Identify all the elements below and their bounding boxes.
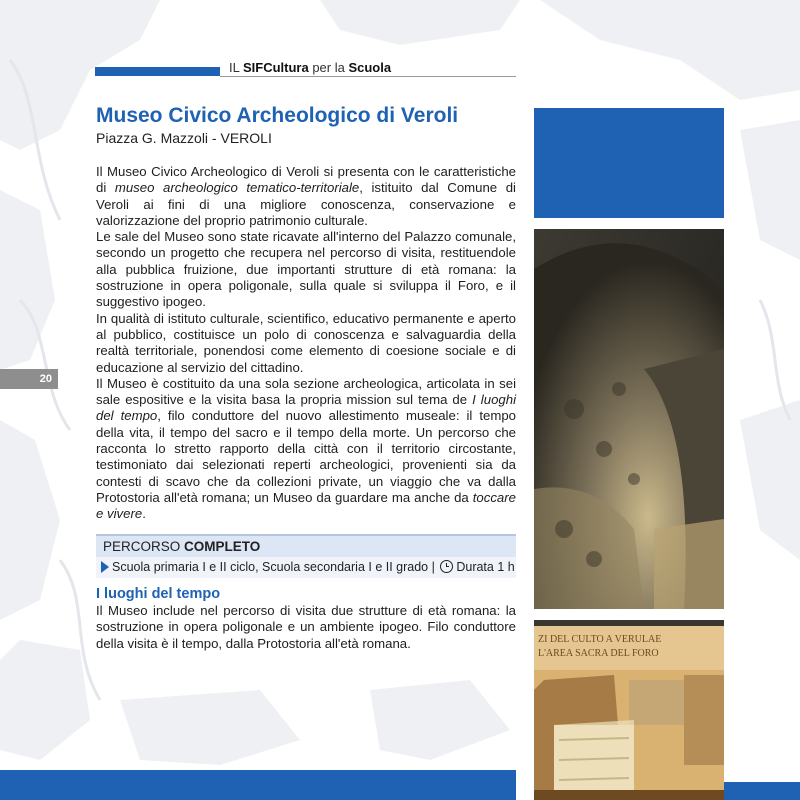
body-text-run: , filo conduttore del nuovo allestimento museale: il tempo della vita, il tempo del sacro e il tempo della morte. Un percorso che racconta lo stretto rapporto della città con il territorio circostante, testimoniato dai selezionati reperti archeologici, provenienti sia da contesti di scavo che da collezioni private, un viaggio che va dalla Protostoria all'età romana; un Museo da guardare ma anche da bbox=[96, 408, 516, 505]
body-paragraph bbox=[96, 229, 516, 310]
percorso-info bbox=[96, 557, 516, 578]
header-rule bbox=[220, 76, 516, 77]
running-header bbox=[229, 60, 391, 75]
header-brand: SIFCultura bbox=[242, 60, 309, 75]
percorso-box bbox=[96, 534, 516, 578]
percorso-label: PERCORSO bbox=[103, 539, 185, 554]
header-middle: per la bbox=[308, 60, 349, 75]
body-text-run: , istituito dal Comune di Veroli ai fini di una migliore conoscenza, conservazione e valorizzazione del proprio patrimonio culturale. bbox=[96, 180, 516, 228]
sign-line-2: L'AREA SACRA DEL FORO bbox=[538, 648, 659, 659]
body-paragraph bbox=[96, 164, 516, 229]
page-number: 20 bbox=[0, 369, 58, 389]
header-suffix: Scuola bbox=[348, 60, 392, 75]
percorso-audience: Scuola primaria I e II ciclo, Scuola secondaria I e II grado | bbox=[112, 560, 435, 574]
body-text bbox=[96, 164, 516, 523]
footer-bar bbox=[0, 770, 516, 800]
body-emphasis: museo archeologico tematico-territoriale bbox=[114, 180, 360, 196]
percorso-header bbox=[96, 534, 516, 557]
section-text: Il Museo include nel percorso di visita due strutture di età romana: la sostruzione in opera poligonale e un ambiente ipogeo. Filo conduttore della visita è il tempo, dalla Protostoria all'età romana. bbox=[96, 603, 516, 651]
body-text-run: Il Museo è costituito da una sola sezione archeologica, articolata in sei sale espositive e la visita basa la propria mission sul tema de bbox=[96, 375, 516, 408]
photo-ipogeo bbox=[534, 229, 724, 609]
photo-area-sacra bbox=[534, 620, 724, 800]
section-heading: I luoghi del tempo bbox=[96, 586, 221, 602]
body-text-run: Il Museo Civico Archeologico di Veroli si presenta con le caratteristiche di bbox=[96, 164, 516, 196]
body-text-run: In qualità di istituto culturale, scientifico, educativo permanente e aperto al pubblico, costituisce un polo di conoscenza e salvaguardia della realtà territoriale, ponendosi come elemento di coesione sociale e di educazione al servizio del cittadino. bbox=[96, 310, 516, 375]
play-arrow-icon bbox=[101, 561, 109, 573]
body-emphasis: toccare e vivere bbox=[96, 489, 516, 522]
body-text-run: . bbox=[142, 506, 146, 522]
sign-line-1: ZI DEL CULTO A VERULAE bbox=[538, 634, 662, 645]
header-prefix: IL bbox=[229, 60, 243, 75]
section-body bbox=[96, 603, 516, 652]
blue-decor-block bbox=[534, 108, 724, 218]
header-accent-bar bbox=[95, 67, 220, 76]
percorso-duration: Durata 1 h bbox=[456, 560, 515, 574]
body-paragraph bbox=[96, 311, 516, 376]
body-paragraph bbox=[96, 376, 516, 523]
clock-icon bbox=[440, 560, 453, 573]
body-text-run: Le sale del Museo sono state ricavate all'interno del Palazzo comunale, secondo un progetto che recupera nel percorso di visita, restituendole alla pubblica fruizione, due importanti strutture di età romana: la sostruzione in opera poligonale, sulla quale si sviluppa il Foro, e il suggestivo ipogeo. bbox=[96, 229, 516, 310]
page-title: Museo Civico Archeologico di Veroli bbox=[96, 104, 459, 127]
footer-bar-right bbox=[724, 782, 800, 800]
body-emphasis: I luoghi del tempo bbox=[96, 392, 517, 424]
percorso-label-bold: COMPLETO bbox=[184, 539, 261, 554]
museum-address: Piazza G. Mazzoli - VEROLI bbox=[96, 130, 272, 146]
